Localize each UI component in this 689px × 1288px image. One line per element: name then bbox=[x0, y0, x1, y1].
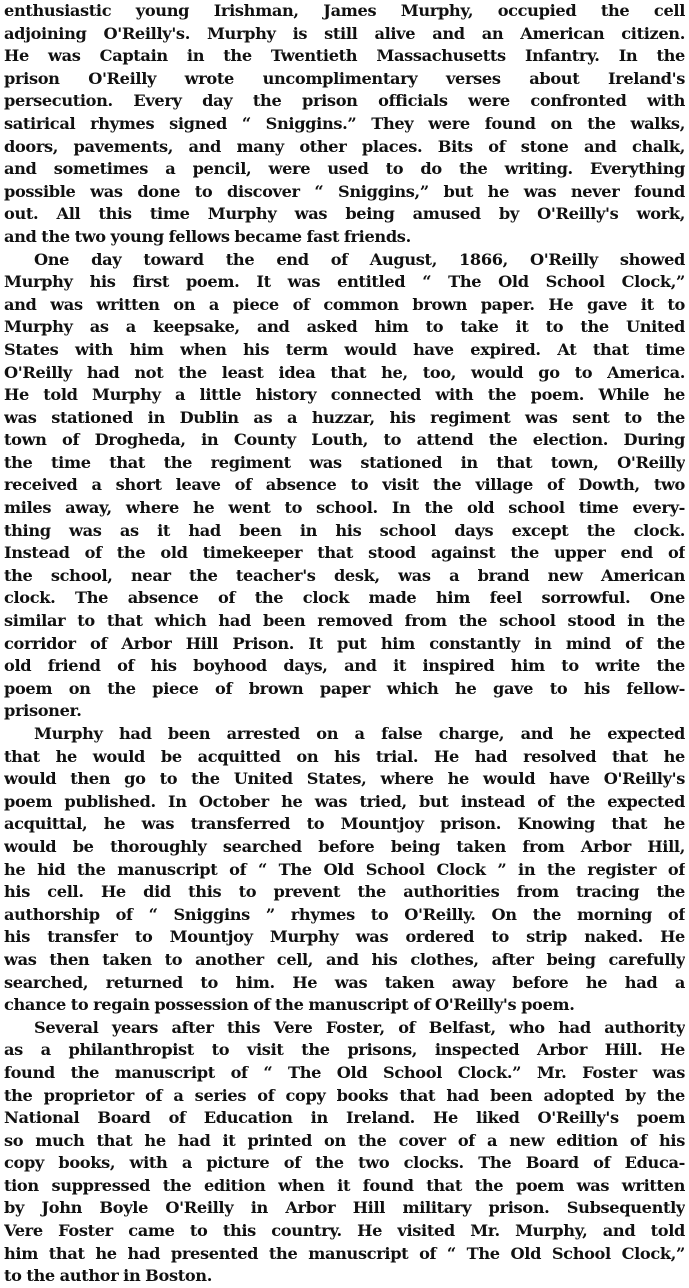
text-line: States with him when his term would have expired. At that time bbox=[4, 339, 685, 359]
text-line: to the author in Boston. bbox=[4, 1266, 212, 1286]
text-line: tion suppressed the edition when it found that the poem was written bbox=[4, 1175, 685, 1195]
text-line: acquittal, he was transferred to Mountjoy prison. Knowing that he bbox=[4, 814, 685, 834]
text-line: out. All this time Murphy was being amused by O'Reilly's work, bbox=[4, 204, 685, 224]
text-line: Murphy as a keepsake, and asked him to take it to the United bbox=[4, 317, 685, 337]
text-line: miles away, where he went to school. In the old school time every- bbox=[4, 498, 685, 518]
text-line: National Board of Education in Ireland. He liked O'Reilly's poem bbox=[4, 1108, 685, 1128]
paragraph-4 bbox=[4, 1017, 685, 1288]
text-line: enthusiastic young Irishman, James Murphy, occupied the cell bbox=[4, 1, 685, 20]
text-line: was then taken to another cell, and his clothes, after being carefully bbox=[4, 949, 685, 969]
text-line: and sometimes a pencil, were used to do the writing. Everything bbox=[4, 159, 685, 179]
text-line: Several years after this Vere Foster, of Belfast, who had authority bbox=[34, 1017, 685, 1037]
text-line: and was written on a piece of common brown paper. He gave it to bbox=[4, 294, 685, 314]
text-line: town of Drogheda, in County Louth, to attend the election. During bbox=[4, 430, 685, 450]
text-line: O'Reilly had not the least idea that he, too, would go to America. bbox=[4, 362, 685, 382]
text-line: his transfer to Mountjoy Murphy was ordered to strip naked. He bbox=[4, 927, 685, 947]
text-line: clock. The absence of the clock made him feel sorrowful. One bbox=[4, 588, 685, 608]
text-line: similar to that which had been removed from the school stood in the bbox=[4, 611, 685, 631]
text-line: was stationed in Dublin as a huzzar, his regiment was sent to the bbox=[4, 407, 685, 427]
text-line: he hid the manuscript of “ The Old School Clock ” in the register of bbox=[4, 859, 685, 879]
text-line: that he would be acquitted on his trial. He had resolved that he bbox=[4, 746, 685, 766]
text-line: adjoining O'Reilly's. Murphy is still alive and an American citizen. bbox=[4, 23, 685, 43]
paragraph-2 bbox=[4, 249, 685, 723]
text-line: his cell. He did this to prevent the authorities from tracing the bbox=[4, 882, 685, 902]
text-line: Murphy his first poem. It was entitled “ The Old School Clock,” bbox=[4, 272, 685, 292]
text-line: thing was as it had been in his school days except the clock. bbox=[4, 520, 685, 540]
text-line: would be thoroughly searched before being taken from Arbor Hill, bbox=[4, 836, 685, 856]
text-line: copy books, with a picture of the two clocks. The Board of Educa- bbox=[4, 1153, 685, 1173]
text-line: possible was done to discover “ Sniggins,” but he was never found bbox=[4, 181, 685, 201]
text-line: prisoner. bbox=[4, 701, 82, 721]
text-line: old friend of his boyhood days, and it inspired him to write the bbox=[4, 656, 685, 676]
text-line: satirical rhymes signed “ Sniggins.” They were found on the walks, bbox=[4, 113, 685, 133]
text-line: poem on the piece of brown paper which he gave to his fellow- bbox=[4, 678, 685, 698]
paragraph-1 bbox=[4, 0, 685, 249]
text-line: him that he had presented the manuscript of “ The Old School Clock,” bbox=[4, 1243, 685, 1263]
text-line: the proprietor of a series of copy books that had been adopted by the bbox=[4, 1085, 685, 1105]
text-line: the school, near the teacher's desk, was a brand new American bbox=[4, 565, 685, 585]
text-line: persecution. Every day the prison officials were confronted with bbox=[4, 91, 685, 111]
text-line: Murphy had been arrested on a false charge, and he expected bbox=[34, 724, 685, 743]
text-line: received a short leave of absence to visit the village of Dowth, two bbox=[4, 475, 685, 495]
text-line: prison O'Reilly wrote uncomplimentary verses about Ireland's bbox=[4, 68, 685, 88]
text-line: as a philanthropist to visit the prisons, inspected Arbor Hill. He bbox=[4, 1040, 685, 1060]
paragraph-3 bbox=[4, 723, 685, 1017]
text-line: and the two young fellows became fast friends. bbox=[4, 226, 411, 246]
text-line: Instead of the old timekeeper that stood against the upper end of bbox=[4, 543, 685, 563]
text-line: would then go to the United States, where he would have O'Reilly's bbox=[4, 769, 685, 789]
text-line: searched, returned to him. He was taken away before he had a bbox=[4, 972, 685, 992]
text-line: poem published. In October he was tried, but instead of the expected bbox=[4, 791, 685, 811]
text-line: the time that the regiment was stationed in that town, O'Reilly bbox=[4, 452, 685, 472]
text-line: so much that he had it printed on the cover of a new edition of his bbox=[4, 1130, 685, 1150]
text-line: authorship of “ Sniggins ” rhymes to O'Reilly. On the morning of bbox=[4, 904, 685, 924]
text-line: corridor of Arbor Hill Prison. It put him constantly in mind of the bbox=[4, 633, 685, 653]
text-line: One day toward the end of August, 1866, O'Reilly showed bbox=[34, 249, 685, 269]
text-line: He told Murphy a little history connected with the poem. While he bbox=[4, 385, 685, 405]
text-line: He was Captain in the Twentieth Massachusetts Infantry. In the bbox=[4, 46, 685, 66]
text-line: chance to regain possession of the manuscript of O'Reilly's poem. bbox=[4, 995, 575, 1015]
text-line: Vere Foster came to this country. He visited Mr. Murphy, and told bbox=[4, 1221, 685, 1241]
text-line: by John Boyle O'Reilly in Arbor Hill military prison. Subsequently bbox=[4, 1198, 685, 1218]
text-line: found the manuscript of “ The Old School Clock.” Mr. Foster was bbox=[4, 1062, 685, 1082]
text-line: doors, pavements, and many other places. Bits of stone and chalk, bbox=[4, 136, 685, 156]
